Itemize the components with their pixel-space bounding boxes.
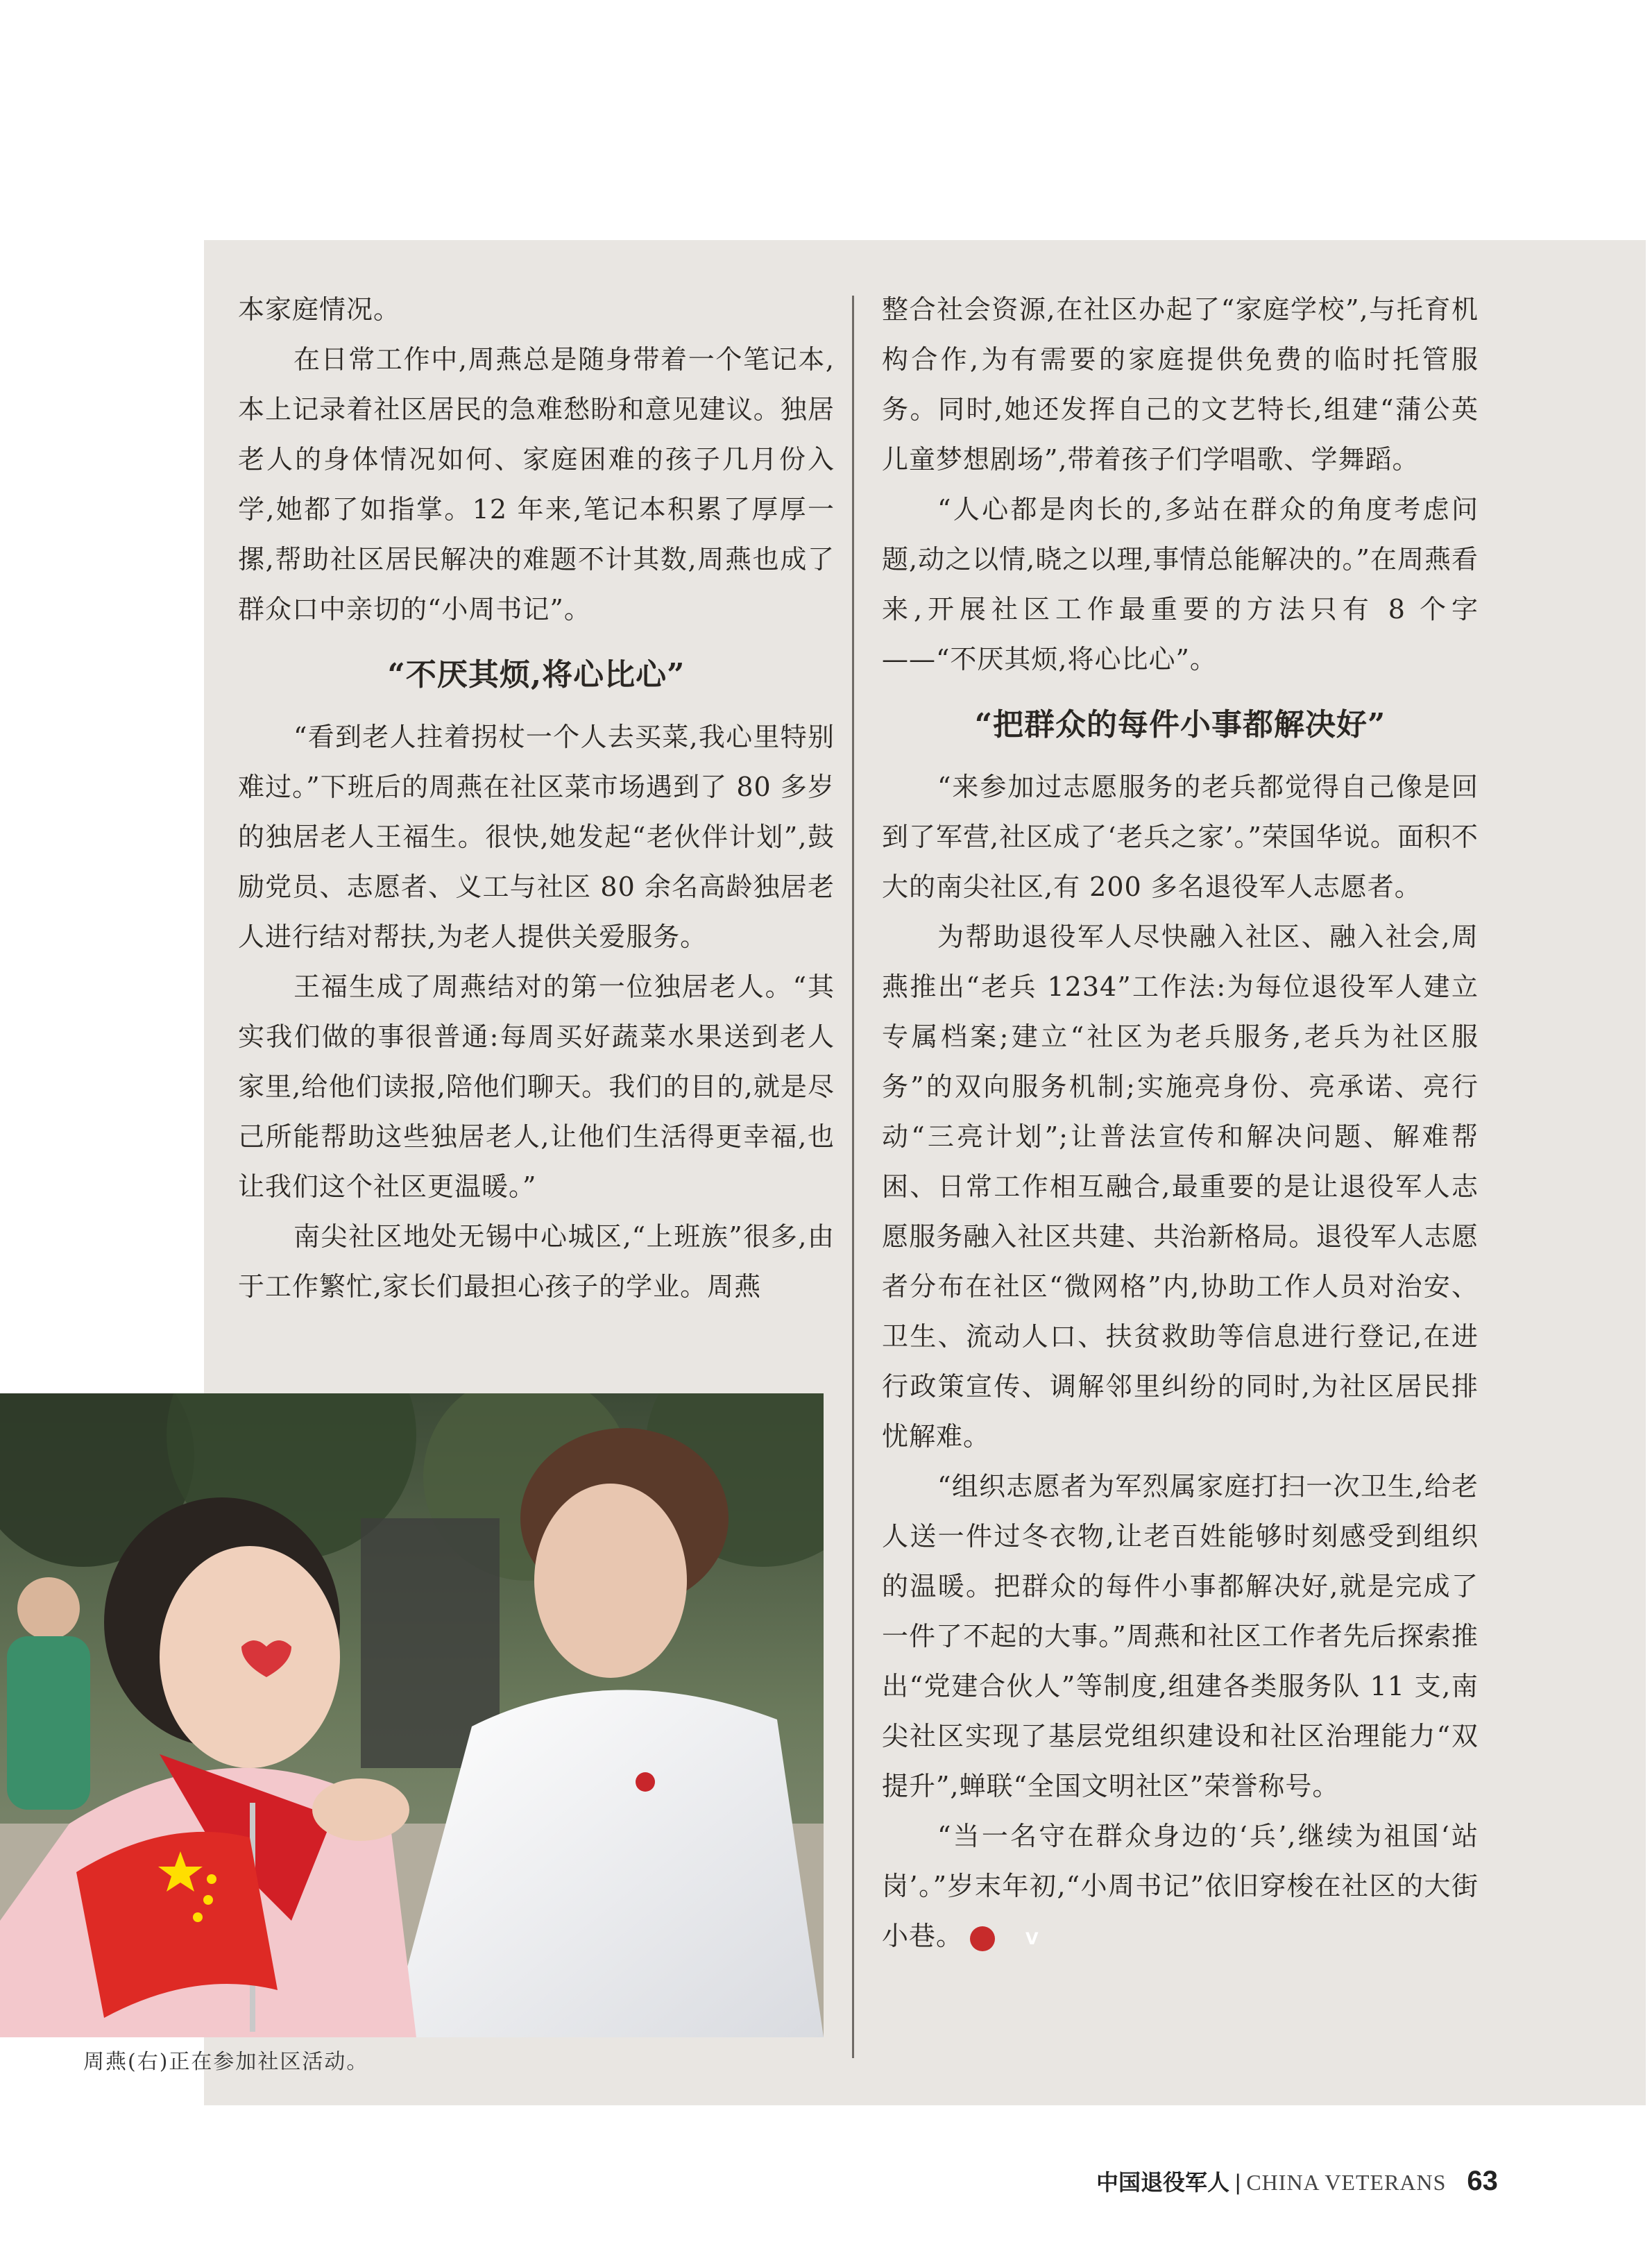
paragraph: [882, 912, 1479, 1461]
paragraph-text: “组织志愿者为军烈属家庭打扫一次卫生,给老人送一件过冬衣物,让老百姓能够时刻感受到组织的温暖。把群众的每件小事都解决好,就是完成了一件了不起的大事。”周燕和社区工作者先后探索推出“党建合伙人”等制度,组建各类服务队 11 支,南尖社区实现了基层党组织建设和社区治理能力“双提升”,蝉联“全国文明社区”荣誉称号。: [882, 1471, 1479, 1801]
paragraph-text: 为帮助退役军人尽快融入社区、融入社会,周燕推出“老兵 1234”工作法:为每位退役军人建立专属档案;建立“社区为老兵服务,老兵为社区服务”的双向服务机制;实施亮身份、亮承诺、亮行动“三亮计划”;让普法宣传和解决问题、解难帮困、日常工作相互融合,最重要的是让退役军人志愿服务融入社区共建、共治新格局。退役军人志愿者分布在社区“微网格”内,协助工作人员对治安、卫生、流动人口、扶贫救助等信息进行登记,在进行政策宣传、调解邻里纠纷的同时,为社区居民排忧解难。: [882, 922, 1479, 1452]
paragraph: [238, 962, 835, 1212]
community-activity-photo: [0, 1393, 824, 2037]
page-footer: [1096, 2165, 1498, 2197]
paragraph: [238, 712, 835, 962]
section-heading: [238, 634, 835, 712]
paragraph-text: 在日常工作中,周燕总是随身带着一个笔记本,本上记录着社区居民的急难愁盼和意见建议。独居老人的身体情况如何、家庭困难的孩子几月份入学,她都了如指掌。12 年来,笔记本积累了厚厚一摞,帮助社区居民解决的难题不计其数,周燕也成了群众口中亲切的“小周书记”。: [238, 344, 835, 625]
paragraph: [238, 334, 835, 634]
paragraph: [882, 1461, 1479, 1811]
left-text-column: [238, 285, 835, 1311]
paragraph-text: “不厌其烦,将心比心”: [387, 657, 686, 693]
paragraph-text: 南尖社区地处无锡中心城区,“上班族”很多,由于工作繁忙,家长们最担心孩子的学业。周燕: [238, 1221, 835, 1302]
paragraph: [238, 1212, 835, 1311]
magazine-name: 中国退役军人: [1096, 2170, 1230, 2195]
paragraph-text: 本家庭情况。: [238, 294, 401, 325]
photo-caption: 周燕(右)正在参加社区活动。: [83, 2050, 369, 2074]
footer-separator: |: [1235, 2170, 1241, 2195]
paragraph-text: “看到老人拄着拐杖一个人去买菜,我心里特别难过。”下班后的周燕在社区菜市场遇到了 80 多岁的独居老人王福生。很快,她发起“老伙伴计划”,鼓励党员、志愿者、义工与社区 80 余名高龄独居老人进行结对帮扶,为老人提供关爱服务。: [238, 722, 835, 952]
paragraph: [882, 762, 1479, 912]
paragraph: [882, 1811, 1479, 1961]
paragraph-text: “来参加过志愿服务的老兵都觉得自己像是回到了军营,社区成了‘老兵之家’。”荣国华说。面积不大的南尖社区,有 200 多名退役军人志愿者。: [882, 772, 1479, 902]
paragraph-text: 王福生成了周燕结对的第一位独居老人。“其实我们做的事很普通:每周买好蔬菜水果送到老人家里,给他们读报,陪他们聊天。我们的目的,就是尽己所能帮助这些独居老人,让他们生活得更幸福,也让我们这个社区更温暖。”: [238, 971, 835, 1202]
right-text-column: [882, 285, 1479, 1961]
paragraph-text: “把群众的每件小事都解决好”: [974, 707, 1386, 742]
magazine-english-name: CHINA VETERANS: [1246, 2170, 1447, 2195]
section-heading: [882, 684, 1479, 762]
paragraph: [882, 285, 1479, 484]
article-end-mark-icon: V: [970, 1926, 995, 1951]
page-number: 63: [1467, 2166, 1498, 2196]
column-divider: [852, 296, 854, 2058]
paragraph-text: “当一名守在群众身边的‘兵’,继续为祖国‘站岗’。”岁末年初,“小周书记”依旧穿梭在社区的大街小巷。: [882, 1821, 1479, 1951]
paragraph-text: “人心都是肉长的,多站在群众的角度考虑问题,动之以情,晓之以理,事情总能解决的。”在周燕看来,开展社区工作最重要的方法只有 8 个字——“不厌其烦,将心比心”。: [882, 494, 1479, 674]
paragraph: [238, 285, 835, 334]
paragraph-text: 整合社会资源,在社区办起了“家庭学校”,与托育机构合作,为有需要的家庭提供免费的临时托管服务。同时,她还发挥自己的文艺特长,组建“蒲公英儿童梦想剧场”,带着孩子们学唱歌、学舞蹈。: [882, 294, 1479, 475]
paragraph: [882, 484, 1479, 684]
